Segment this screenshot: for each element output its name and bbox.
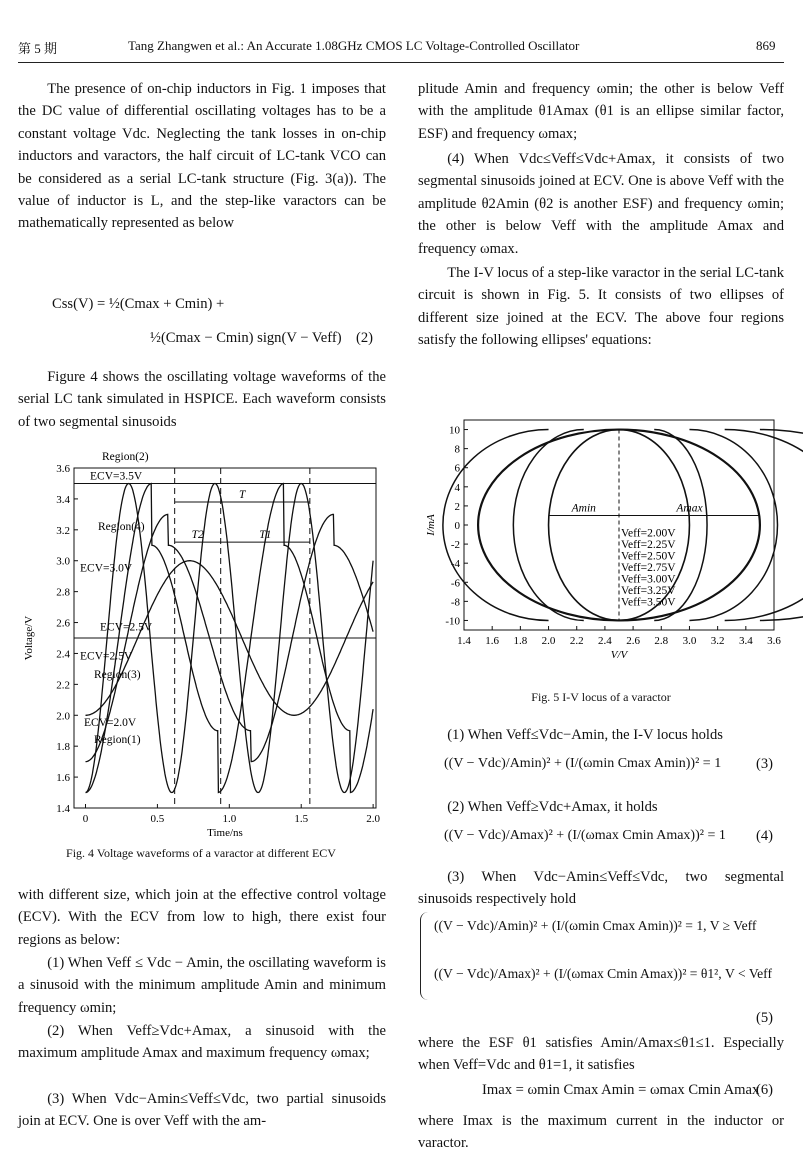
- issue-number: 第 5 期: [18, 41, 58, 56]
- x-tick-label: 1.8: [513, 635, 528, 647]
- y-tick-label: 4: [454, 481, 460, 494]
- equation-3: ((V − Vdc)/Amin)² + (I/(ωmin Cmax Amin))² = 1: [444, 756, 722, 771]
- locus-veff-3: [689, 430, 777, 621]
- left-para-3: with different size, which join at the effective control voltage (ECV). With the ECV from low to high, there exist four regions as below:: [18, 887, 386, 948]
- header-rule: [18, 62, 784, 63]
- left-item-1: (1) When Veff ≤ Vdc − Amin, the oscillating waveform is a sinusoid with the minimum amplitude Amin and minimum frequency ωmin;: [18, 955, 386, 1016]
- region-1-label: Region(1): [94, 734, 141, 747]
- legend-entry: Veff=2.25V: [621, 538, 676, 551]
- x-tick-label: 2.6: [626, 635, 640, 647]
- equation-4-number: (4): [756, 828, 774, 844]
- y-tick-label: 2.8: [56, 586, 70, 599]
- right-cond-2: (2) When Veff≥Vdc+Amax, it holds: [447, 799, 658, 815]
- x-tick-label: 3.0: [682, 635, 697, 647]
- y-axis-label: Voltage/V: [23, 615, 35, 661]
- right-para-1: plitude Amin and frequency ωmin; the other is below Veff with the amplitude θ1Amax (θ1 is an ellipse similar factor, ESF) and frequency ωmax;: [418, 81, 784, 142]
- figure-4-chart: [18, 440, 388, 839]
- ecv-2-5-label: ECV=2.5V: [100, 621, 153, 634]
- left-item-2: (2) When Veff≥Vdc+Amax, a sinusoid with the maximum amplitude Amax and maximum frequency ωmax;: [18, 1023, 386, 1062]
- locus-veff-3.25: [725, 430, 803, 621]
- left-para-1: The presence of on-chip inductors in Fig. 1 imposes that the DC value of differential oscillating voltages has to be a constant voltage Vdc. Neglecting the tank losses in on-chip inductors and varactors, the half circuit of LC-tank VCO can be considered as a serial LC-tank structure (Fig. 3(a)). The value of inductor is L, and the step-like varactors can be mathematically represented as below: [18, 81, 386, 232]
- legend-entry: Veff=2.50V: [621, 550, 676, 563]
- legend-entry: Veff=2.75V: [621, 561, 676, 574]
- legend-entry: Veff=3.50V: [621, 596, 676, 609]
- y-tick-label: -10: [445, 615, 460, 628]
- x-tick-label: 3.2: [710, 635, 725, 647]
- y-tick-label: -2: [450, 539, 460, 552]
- y-tick-label: -8: [450, 596, 460, 609]
- figure-5-chart: [418, 408, 784, 676]
- y-tick-label: 0: [454, 520, 460, 532]
- ecv-2-0-label: ECV=2.0V: [84, 717, 137, 730]
- equation-4: ((V − Vdc)/Amax)² + (I/(ωmax Cmin Amax))² = 1: [444, 828, 726, 843]
- right-cond-1: (1) When Veff≤Vdc−Amin, the I-V locus holds: [447, 727, 723, 743]
- amin-label: Amin: [571, 502, 596, 515]
- right-para-3: where the ESF θ1 satisfies Amin/Amax≤θ1≤1. Especially when Veff=Vdc and θ1=1, it satisfies: [418, 1035, 784, 1074]
- y-tick-label: 1.6: [56, 772, 70, 785]
- equation-6: Imax = ωmin Cmax Amin = ωmax Cmin Amax: [482, 1082, 760, 1098]
- ecv-3-0-label: ECV=3.0V: [80, 562, 133, 575]
- x-tick-label: 0: [82, 813, 89, 825]
- x-tick-label: 2.2: [569, 635, 584, 647]
- equation-5-brace: [420, 912, 429, 1000]
- locus-veff-3.5: [760, 430, 803, 621]
- region-4-label: Region(4): [98, 520, 145, 533]
- y-tick-label: -6: [450, 577, 460, 590]
- left-para-2: Figure 4 shows the oscillating voltage waveforms of the serial LC tank simulated in HSPICE. Each waveform consists of two segmental sinusoids: [18, 369, 386, 430]
- y-tick-label: 2.6: [56, 617, 70, 630]
- y-tick-label: 2.4: [56, 648, 70, 661]
- legend-entry: Veff=2.00V: [621, 527, 676, 540]
- ecv-2-5-label-b: ECV=2.5V: [80, 650, 133, 663]
- x-tick-label: 2.0: [366, 813, 380, 825]
- annotation-group: [571, 502, 704, 608]
- y-tick-label: 10: [449, 424, 460, 437]
- equation-6-number: (6): [756, 1082, 774, 1098]
- equation-2-number: (2): [356, 330, 374, 346]
- x-tick-label: 1.4: [457, 635, 471, 647]
- x-tick-label: 3.6: [767, 635, 781, 647]
- x-tick-label: 2.4: [598, 635, 612, 647]
- period-T1-label: T1: [259, 529, 272, 542]
- equation-5-b: ((V − Vdc)/Amax)² + (I/(ωmax Cmin Amax))² = θ1², V < Veff: [434, 966, 772, 981]
- y-axis-label: I/mA: [425, 514, 437, 536]
- legend-entry: Veff=3.00V: [621, 573, 676, 586]
- amax-label: Amax: [676, 502, 703, 515]
- y-tick-label: 6: [454, 462, 460, 475]
- page-number: 869: [756, 38, 776, 53]
- y-tick-label: 3.2: [56, 524, 70, 537]
- y-tick-label: 2: [454, 500, 460, 513]
- equation-5-a: ((V − Vdc)/Amin)² + (I/(ωmin Cmax Amin))² = 1, V ≥ Veff: [434, 918, 757, 933]
- left-item-3: (3) When Vdc−Amin≤Veff≤Vdc, two partial sinusoids join at ECV. One is over Veff with the am-: [18, 1091, 386, 1130]
- ecv-3-5-label: ECV=3.5V: [90, 470, 143, 483]
- y-tick-label: 3.6: [56, 463, 70, 475]
- y-tick-label: 1.4: [56, 803, 70, 815]
- right-para-2: The I-V locus of a step-like varactor in the serial LC-tank circuit is shown in Fig. 5. It consists of two ellipses of different size joined at the ECV. The above four regions satisfy the following ellipses' equations:: [418, 265, 784, 349]
- equation-2-line-2: ½(Cmax − Cmin) sign(V − Veff): [150, 330, 342, 346]
- x-axis-label: Time/ns: [207, 827, 243, 839]
- region-3-label: Region(3): [94, 669, 141, 682]
- running-title: Tang Zhangwen et al.: An Accurate 1.08GHz CMOS LC Voltage-Controlled Oscillator: [128, 38, 580, 53]
- x-tick-label: 1.5: [294, 813, 309, 825]
- right-cond-3: (3) When Vdc−Amin≤Veff≤Vdc, two segmental sinusoids respectively hold: [418, 869, 784, 908]
- y-tick-label: -4: [450, 558, 460, 571]
- y-tick-label: 2.2: [56, 679, 70, 692]
- y-tick-label: 3.4: [56, 493, 70, 506]
- equation-2-line-1: Css(V) = ½(Cmax + Cmin) +: [52, 296, 225, 312]
- y-tick-label: 3.0: [56, 555, 70, 568]
- x-tick-label: 1.0: [222, 813, 237, 825]
- y-tick-label: 2.0: [56, 710, 70, 723]
- x-tick-label: 2.0: [541, 635, 556, 647]
- period-T-label: T: [239, 489, 246, 501]
- x-axis-label: V/V: [610, 649, 628, 661]
- figure-4-caption: Fig. 4 Voltage waveforms of a varactor at different ECV: [66, 846, 336, 860]
- axes-group: [425, 425, 781, 661]
- y-tick-label: 1.8: [56, 741, 70, 754]
- x-tick-label: 2.8: [654, 635, 669, 647]
- region-2-label: Region(2): [102, 451, 149, 463]
- figure-5-caption: Fig. 5 I-V locus of a varactor: [531, 690, 671, 704]
- x-tick-label: 1.6: [485, 635, 500, 647]
- y-tick-label: 8: [454, 443, 460, 456]
- right-item-4: (4) When Vdc≤Veff≤Vdc+Amax, it consists of two segmental sinusoids joined at ECV. One is above Veff with the amplitude θ2Amin (θ2 is another ESF) and frequency ωmin; the other is below Veff with the amplitude Amax and frequency ωmax.: [418, 151, 784, 257]
- period-T2-label: T2: [191, 529, 204, 542]
- legend-entry: Veff=3.25V: [621, 584, 676, 597]
- equation-3-number: (3): [756, 756, 774, 772]
- x-tick-label: 3.4: [738, 635, 753, 647]
- x-tick-label: 0.5: [150, 813, 165, 825]
- equation-5-number: (5): [756, 1010, 774, 1026]
- right-para-4: where Imax is the maximum current in the inductor or varactor.: [418, 1113, 784, 1152]
